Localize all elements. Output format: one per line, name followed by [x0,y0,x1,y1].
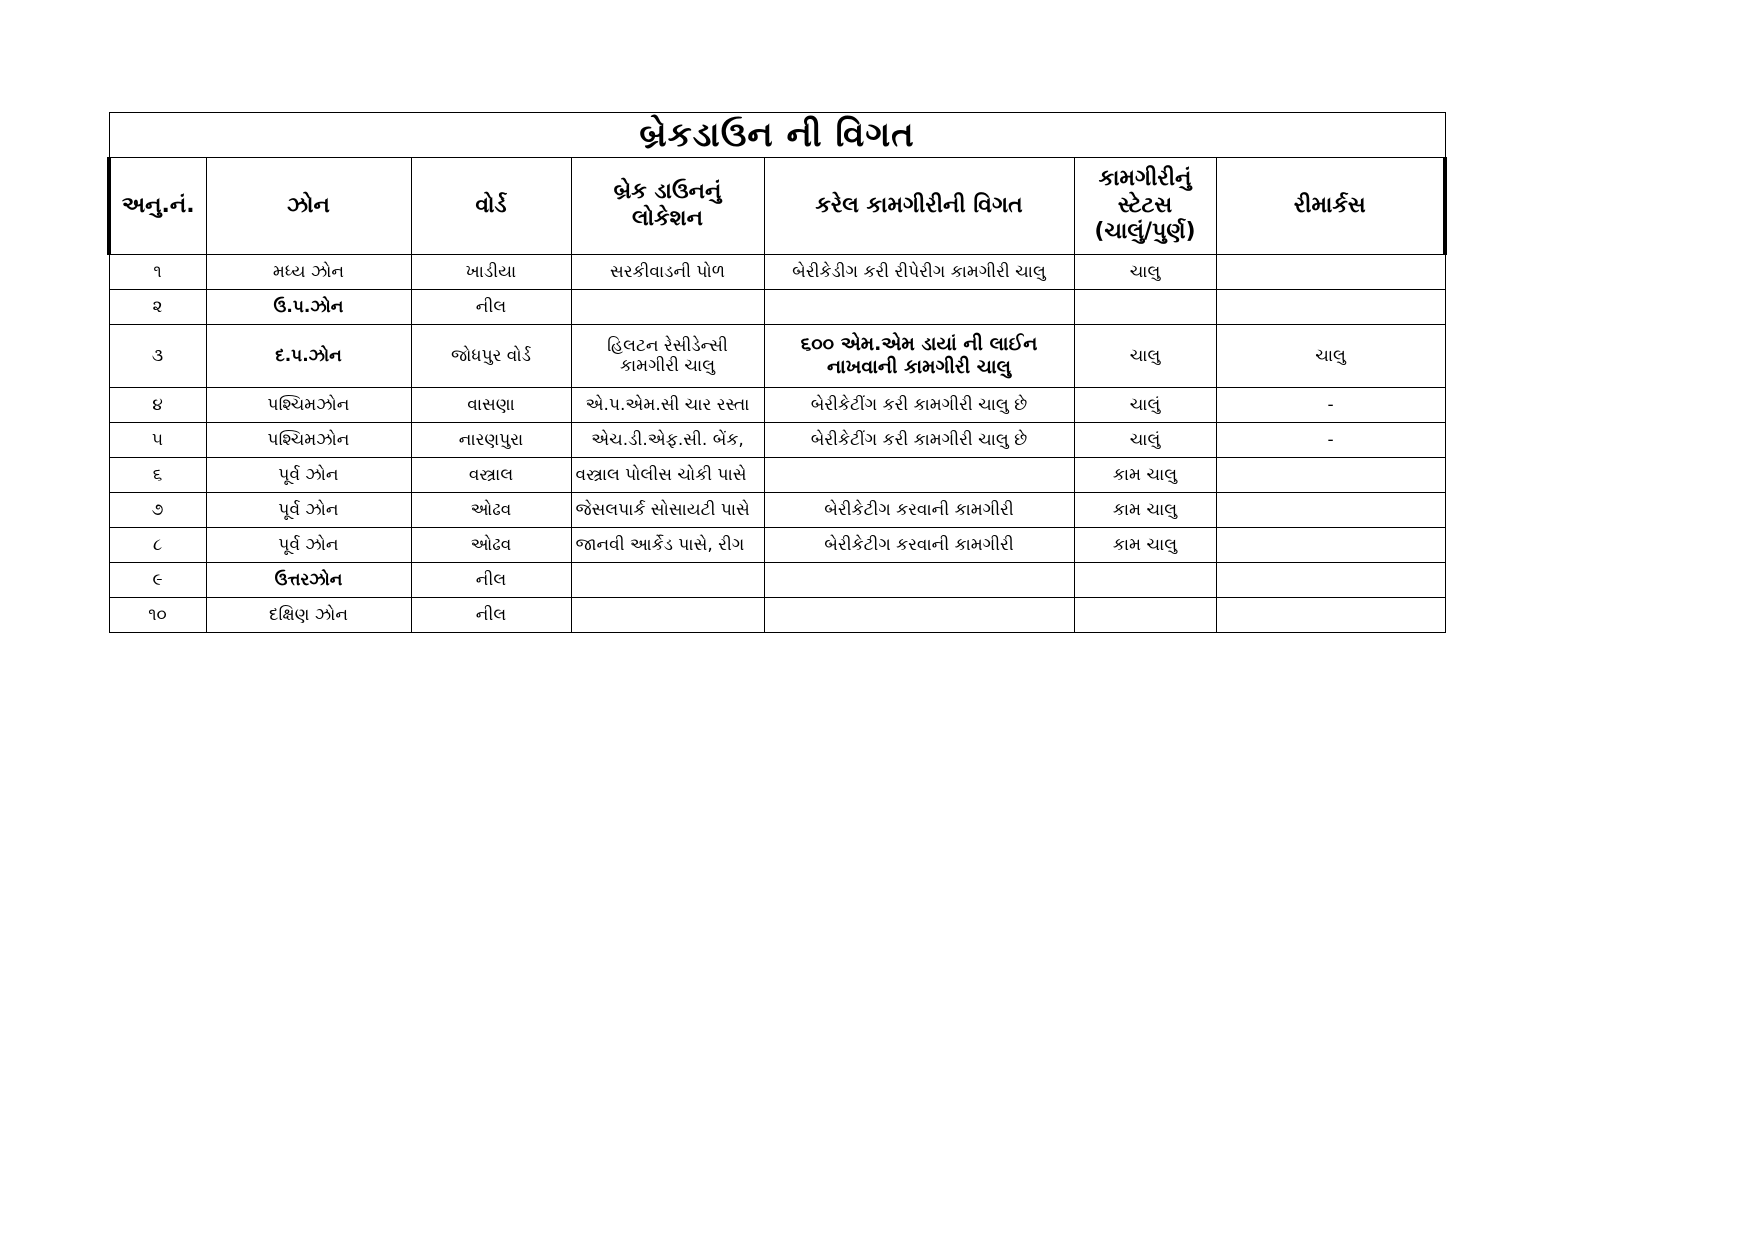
cell-ward: વસ્ત્રાલ [411,458,571,493]
table-title: બ્રેકડાઉન ની વિગત [109,113,1445,158]
cell-serial: ૧૦ [109,598,206,633]
cell-zone: પૂર્વ ઝોન [206,493,411,528]
cell-remarks [1216,458,1445,493]
cell-zone: દ.પ.ઝોન [206,325,411,388]
cell-remarks [1216,563,1445,598]
table-row [109,325,1445,388]
cell-serial: ૪ [109,388,206,423]
table-row [109,388,1445,423]
cell-remarks: - [1216,423,1445,458]
cell-status: કામ ચાલુ [1074,458,1216,493]
cell-status: કામ ચાલુ [1074,493,1216,528]
cell-status [1074,563,1216,598]
cell-serial: ૩ [109,325,206,388]
cell-zone: પશ્ચિમઝોન [206,423,411,458]
cell-zone: ઉ.પ.ઝોન [206,290,411,325]
cell-status [1074,290,1216,325]
cell-work-details: બેરીકેટીગ કરવાની કામગીરી [764,528,1074,563]
cell-work-details: બેરીકેટીંગ કરી કામગીરી ચાલુ છે [764,423,1074,458]
cell-work-details [764,598,1074,633]
cell-location: જાનવી આર્કેડ પાસે, રીગ [571,528,764,563]
cell-location: સરકીવાડની પોળ [571,255,764,290]
column-header-remarks: રીમાર્કસ [1216,158,1445,255]
cell-status [1074,598,1216,633]
cell-ward: વાસણા [411,388,571,423]
cell-ward: ખાડીયા [411,255,571,290]
cell-work-details: બેરીકેટીગ કરવાની કામગીરી [764,493,1074,528]
cell-ward: નારણપુરા [411,423,571,458]
cell-remarks: ચાલુ [1216,325,1445,388]
breakdown-table [107,112,1447,633]
cell-status: ચાલુ [1074,255,1216,290]
cell-zone: દક્ષિણ ઝોન [206,598,411,633]
table-row [109,290,1445,325]
cell-remarks [1216,290,1445,325]
cell-remarks [1216,528,1445,563]
column-header-location: બ્રેક ડાઉનનું લોકેશન [571,158,764,255]
table-row [109,528,1445,563]
cell-zone: ઉત્તરઝોન [206,563,411,598]
cell-location [571,290,764,325]
cell-work-details [764,458,1074,493]
table-row [109,493,1445,528]
cell-serial: ૯ [109,563,206,598]
column-header-status: કામગીરીનું સ્ટેટસ (ચાલું/પુર્ણ) [1074,158,1216,255]
cell-zone: મધ્ય ઝોન [206,255,411,290]
cell-zone: પશ્ચિમઝોન [206,388,411,423]
cell-location: એ.પ.એમ.સી ચાર રસ્તા [571,388,764,423]
cell-ward: નીલ [411,290,571,325]
cell-location: વસ્ત્રાલ પોલીસ ચોકી પાસે [571,458,764,493]
cell-status: ચાલું [1074,388,1216,423]
cell-remarks [1216,598,1445,633]
cell-serial: ૭ [109,493,206,528]
cell-work-details [764,563,1074,598]
cell-work-details [764,290,1074,325]
cell-remarks [1216,493,1445,528]
column-header-row [109,158,1445,255]
cell-location: એચ.ડી.એફ.સી. બેંક, [571,423,764,458]
cell-remarks: - [1216,388,1445,423]
breakdown-report-sheet [107,112,1443,633]
table-row [109,255,1445,290]
cell-work-details: બેરીકેડીગ કરી રીપેરીગ કામગીરી ચાલુ [764,255,1074,290]
cell-ward: નીલ [411,598,571,633]
cell-zone: પૂર્વ ઝોન [206,528,411,563]
cell-work-details: ૬૦૦ એમ.એમ ડાયાં ની લાઈન નાખવાની કામગીરી ચાલુ [764,325,1074,388]
cell-work-details: બેરીકેટીંગ કરી કામગીરી ચાલુ છે [764,388,1074,423]
cell-ward: ઓઢવ [411,493,571,528]
cell-status: ચાલું [1074,423,1216,458]
cell-serial: ૮ [109,528,206,563]
column-header-ward: વોર્ડ [411,158,571,255]
cell-serial: ૫ [109,423,206,458]
cell-remarks [1216,255,1445,290]
cell-status: ચાલુ [1074,325,1216,388]
column-header-zone: ઝોન [206,158,411,255]
cell-zone: પૂર્વ ઝોન [206,458,411,493]
cell-serial: ૧ [109,255,206,290]
cell-location: હિલટન રેસીડેન્સી કામગીરી ચાલુ [571,325,764,388]
cell-ward: ઓઢવ [411,528,571,563]
column-header-serial: અનુ.નં. [109,158,206,255]
cell-serial: ૨ [109,290,206,325]
cell-ward: નીલ [411,563,571,598]
cell-location [571,563,764,598]
cell-serial: ૬ [109,458,206,493]
cell-ward: જોધપુર વોર્ડ [411,325,571,388]
cell-location: જેસલપાર્ક સોસાયટી પાસે [571,493,764,528]
table-row [109,423,1445,458]
column-header-work-details: કરેલ કામગીરીની વિગત [764,158,1074,255]
table-row [109,458,1445,493]
cell-status: કામ ચાલુ [1074,528,1216,563]
table-row [109,563,1445,598]
cell-location [571,598,764,633]
table-row [109,598,1445,633]
